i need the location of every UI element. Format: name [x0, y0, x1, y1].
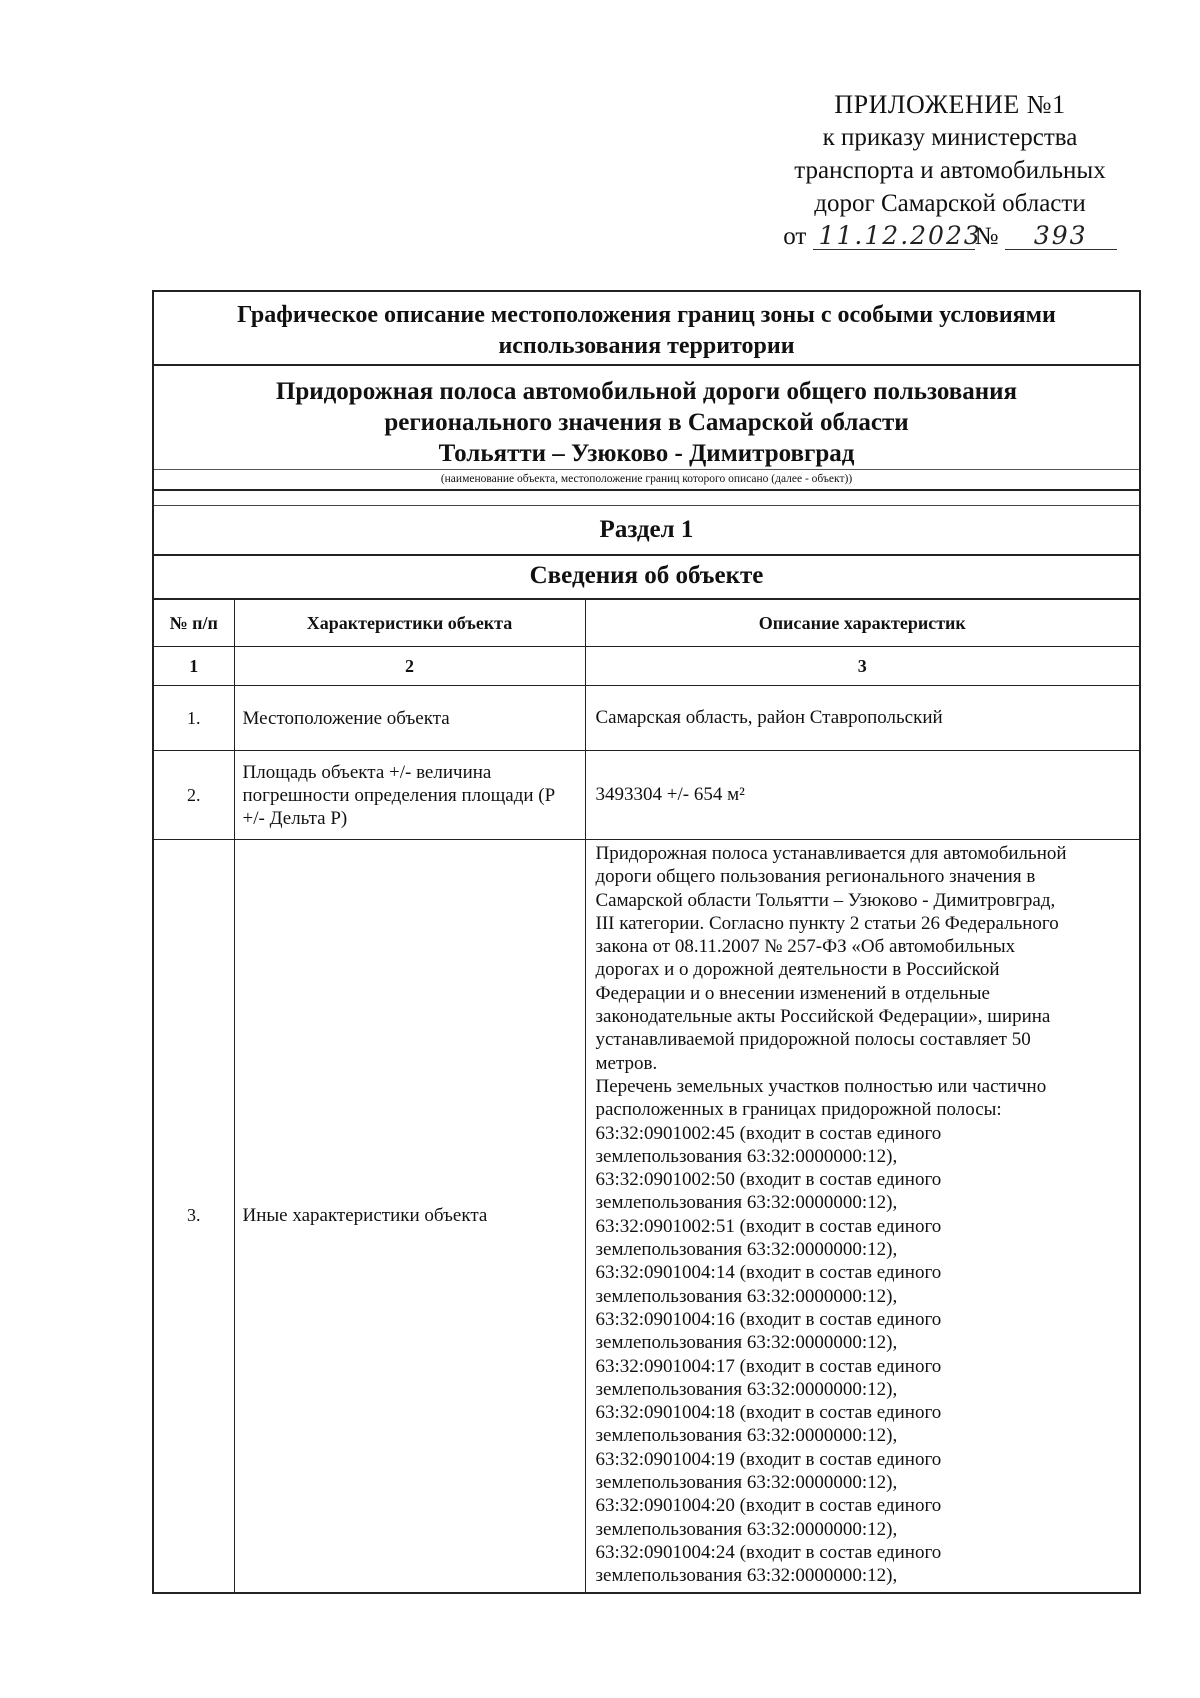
index-cell: 1	[154, 647, 234, 686]
description-line: землепользования 63:32:0000000:12),	[595, 1192, 898, 1214]
table-row	[154, 686, 1139, 751]
appendix-title: ПРИЛОЖЕНИЕ №1	[834, 90, 1066, 119]
row-characteristic: Иные характеристики объекта	[234, 840, 585, 1592]
description-line: законодательные акты Российской Федерации», ширина	[595, 1006, 1051, 1028]
description-line: 63:32:0901004:18 (входит в состав единого	[595, 1402, 942, 1424]
description-line: дорогах и о дорожной деятельности в Российской	[595, 959, 1000, 981]
row-characteristic: Площадь объекта +/- величина погрешности определения площади (Р +/- Дельта Р)	[234, 751, 585, 840]
table-row	[154, 840, 1139, 1592]
description-line: дороги общего пользования регионального значения в	[595, 866, 1036, 888]
row-number: 1.	[154, 686, 234, 751]
description-line: 63:32:0901004:17 (входит в состав единого	[595, 1355, 942, 1377]
table-row	[154, 751, 1139, 840]
object-name-note: (наименование объекта, местоположение границ которого описано (далее - объект))	[154, 470, 1139, 491]
description-line: метров.	[595, 1052, 658, 1074]
description-line: Самарской области Тольятти – Узюково - Димитровград,	[595, 889, 1056, 911]
appendix-line-3: дорог Самарской области	[814, 190, 1086, 217]
object-name	[154, 366, 1139, 470]
handwritten-date: 11.12.2023	[813, 223, 975, 250]
object-name-line-1: Придорожная полоса автомобильной дороги общего пользования	[275, 378, 1018, 405]
description-line: 63:32:0901004:24 (входит в состав единого	[595, 1541, 942, 1563]
index-cell: 3	[585, 647, 1139, 686]
object-name-line-3: Тольятти – Узюково - Димитровград	[438, 440, 855, 467]
description-line: землепользования 63:32:0000000:12),	[595, 1472, 898, 1494]
spacer-row	[154, 491, 1139, 506]
header-characteristic: Характеристики объекта	[234, 600, 585, 647]
table-index-row	[154, 647, 1139, 686]
table-header-row	[154, 600, 1139, 647]
description-line: 63:32:0901004:16 (входит в состав единого	[595, 1308, 942, 1330]
description-line: 63:32:0901002:50 (входит в состав единого	[595, 1169, 942, 1191]
description-line: землепользования 63:32:0000000:12),	[595, 1285, 898, 1307]
description-line: землепользования 63:32:0000000:12),	[595, 1145, 898, 1167]
description-line: III категории. Согласно пункту 2 статьи 26 Федерального	[595, 912, 1059, 934]
description-line: землепользования 63:32:0000000:12),	[595, 1425, 898, 1447]
description-line: землепользования 63:32:0000000:12),	[595, 1565, 898, 1587]
description-line: Придорожная полоса устанавливается для автомобильной	[595, 843, 1067, 864]
row-description	[585, 840, 1139, 1592]
section-title: Раздел 1	[154, 506, 1139, 556]
row-number: 2.	[154, 751, 234, 840]
from-label: от	[783, 223, 807, 250]
handwritten-number: 393	[1005, 223, 1117, 250]
appendix-line-2: транспорта и автомобильных	[794, 157, 1106, 184]
description-line: устанавливаемой придорожной полосы составляет 50	[595, 1029, 1031, 1051]
description-line: закона от 08.11.2007 № 257-ФЗ «Об автомобильных	[595, 936, 1016, 958]
index-cell: 2	[234, 647, 585, 686]
section-subtitle: Сведения об объекте	[154, 556, 1139, 600]
description-line: Федерации и о внесении изменений в отдельные	[595, 982, 990, 1004]
description-line: 63:32:0901002:45 (входит в состав единого	[595, 1122, 942, 1144]
appendix-block	[760, 88, 1140, 253]
description-line: землепользования 63:32:0000000:12),	[595, 1332, 898, 1354]
document-heading: Графическое описание местоположения границ зоны с особыми условиями использования территории	[154, 292, 1139, 366]
row-description: 3493304 +/- 654 м²	[585, 751, 1139, 840]
row-number: 3.	[154, 840, 234, 1592]
row-description: Самарская область, район Ставропольский	[585, 686, 1139, 751]
description-lines	[596, 840, 1132, 1592]
object-name-line-2: регионального значения в Самарской области	[384, 409, 909, 436]
description-line: землепользования 63:32:0000000:12),	[595, 1239, 898, 1261]
description-line: Перечень земельных участков полностью или частично	[595, 1075, 1047, 1097]
document-frame	[152, 290, 1141, 1594]
description-line: землепользования 63:32:0000000:12),	[595, 1518, 898, 1540]
description-line: 63:32:0901004:19 (входит в состав единого	[595, 1448, 942, 1470]
description-line: 63:32:0901002:51 (входит в состав единого	[595, 1215, 942, 1237]
description-line: 63:32:0901004:14 (входит в состав единого	[595, 1262, 942, 1284]
appendix-line-1: к приказу министерства	[822, 124, 1078, 151]
description-line: 63:32:0901004:20 (входит в состав единого	[595, 1495, 942, 1517]
description-line: расположенных в границах придорожной полосы:	[595, 1099, 1002, 1121]
description-line: землепользования 63:32:0000000:12),	[595, 1378, 898, 1400]
row-characteristic: Местоположение объекта	[234, 686, 585, 751]
object-info-table	[154, 600, 1139, 1592]
number-label: №	[974, 223, 999, 250]
header-description: Описание характеристик	[585, 600, 1139, 647]
header-number: № п/п	[154, 600, 234, 647]
order-date-number-line	[760, 220, 1140, 253]
